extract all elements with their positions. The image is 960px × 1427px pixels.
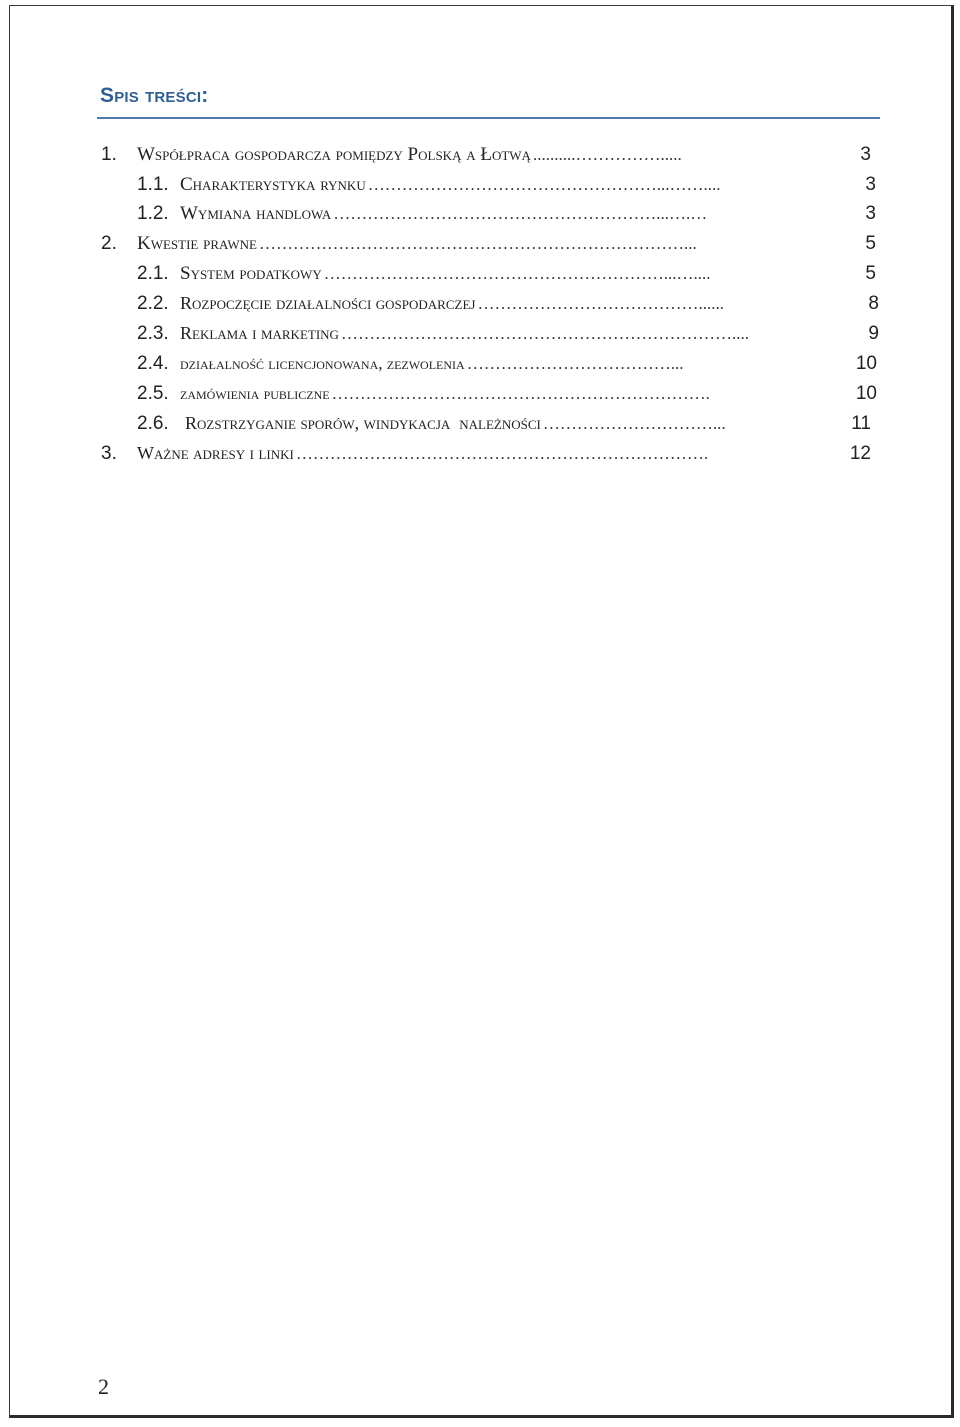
entry-title: zamówienia publiczne [180,384,330,403]
entry-number: 1.1. [137,174,169,195]
entry-page: 8 [868,293,879,314]
entry-number: 2.6. [137,413,169,434]
toc-entry-1[interactable] [101,144,871,170]
entry-number: 2.3. [137,323,169,344]
toc-entry-2[interactable] [101,233,876,259]
entry-page: 3 [865,203,876,224]
toc-entry-2-3[interactable] [137,323,879,349]
entry-leader: …………………………………...... [477,294,724,313]
entry-page: 5 [865,233,876,254]
entry-leader: …………………………………………………………….... [340,324,749,343]
entry-number: 1. [101,144,117,165]
toc-entry-1-1[interactable] [137,174,876,200]
entry-title: Ważne adresy i linki [137,443,294,463]
toc-entry-2-4[interactable] [137,353,877,379]
entry-page: 3 [860,144,871,165]
entry-leader: …………………………………………………………………... [258,234,697,253]
entry-title: Rozpoczęcie działalności gospodarczej [180,293,476,313]
entry-page: 5 [865,263,876,284]
entry-title: Kwestie prawne [137,233,257,254]
toc-entry-2-5[interactable] [137,383,877,409]
toc-entry-2-6[interactable] [137,413,871,439]
entry-number: 2.5. [137,383,169,404]
entry-title: Wymiana handlowa [180,203,332,224]
entry-leader: …………………………………………………...….… [333,204,708,223]
entry-number: 2.1. [137,263,169,284]
entry-leader: ………………………………... [466,354,684,373]
entry-leader: …………………………... [542,414,726,433]
entry-leader: …………………………………………………………. [331,384,710,403]
entry-page: 10 [855,383,877,404]
entry-page: 11 [851,413,871,434]
entry-leader: ..........……………..... [532,145,682,164]
toc-entry-3[interactable] [101,443,871,469]
entry-title: System podatkowy [180,263,322,284]
toc-entry-2-2[interactable] [137,293,879,319]
entry-page: 12 [849,443,871,464]
entry-number: 2.2. [137,293,169,314]
entry-number: 3. [101,443,117,464]
entry-number: 1.2. [137,203,169,224]
toc-entry-2-1[interactable] [137,263,876,289]
entry-leader: ………………………………………………………………. [295,444,709,463]
entry-leader: ……………………………………………………...….... [323,264,711,283]
entry-title: Charakterystyka rynku [180,174,366,195]
toc-heading: Spis treści: [100,84,209,107]
entry-page: 3 [865,174,876,195]
entry-title: działalność licencjonowana, zezwolenia [180,354,465,373]
page-number: 2 [98,1374,109,1399]
entry-number: 2. [101,233,117,254]
entry-page: 10 [855,353,877,374]
entry-leader: ……………………………………………...…….... [367,175,721,194]
toc-entry-1-2[interactable] [137,203,876,229]
entry-page: 9 [868,323,879,344]
entry-number: 2.4. [137,353,169,374]
entry-title: Reklama i marketing [180,323,339,343]
entry-title: Współpraca gospodarcza pomiędzy Polską a Łotwą [137,144,531,165]
entry-title: Rozstrzyganie sporów, windykacja należności [185,413,541,433]
